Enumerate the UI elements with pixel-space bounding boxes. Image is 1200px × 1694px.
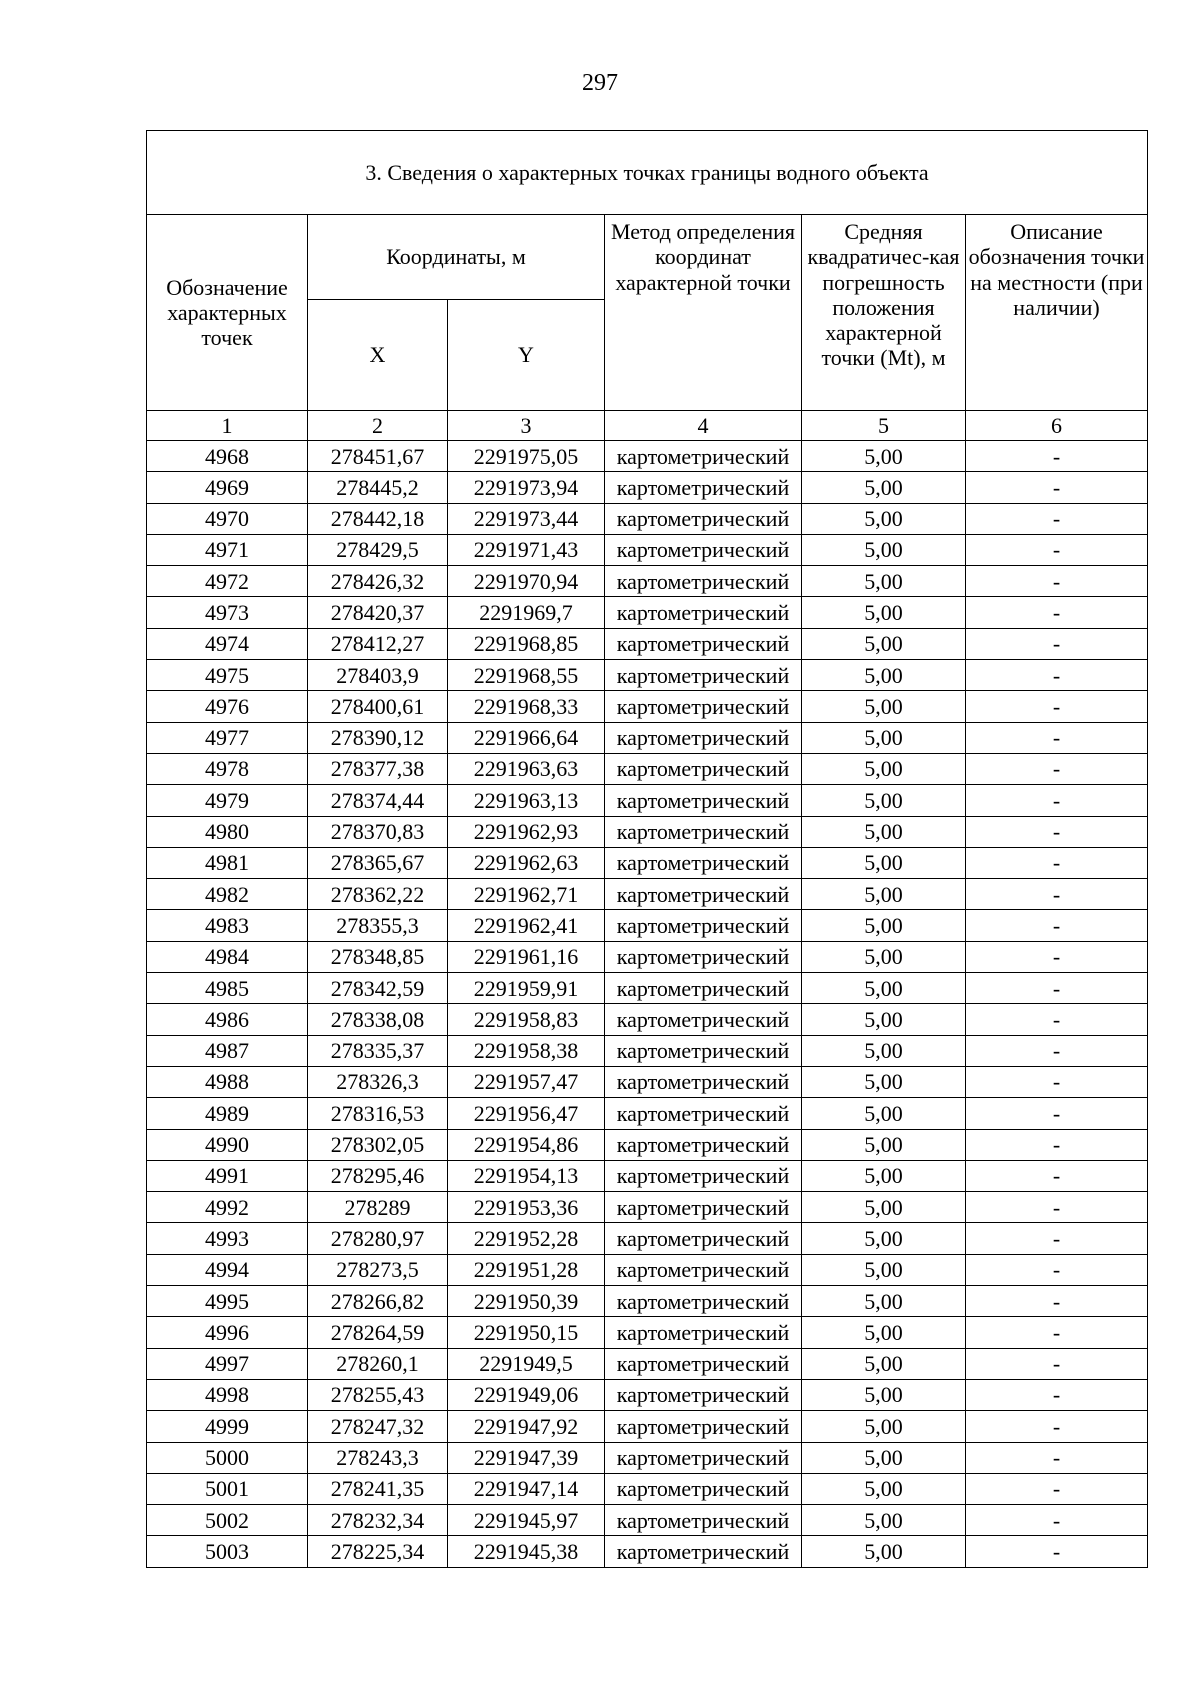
table-row — [147, 1223, 1148, 1254]
cell-point: 4982 — [147, 879, 308, 910]
table-row — [147, 1348, 1148, 1379]
cell-point: 4991 — [147, 1160, 308, 1191]
cell-error: 5,00 — [802, 1160, 966, 1191]
table-row — [147, 1192, 1148, 1223]
cell-y: 2291966,64 — [448, 722, 605, 753]
cell-x: 278420,37 — [308, 597, 448, 628]
cell-y: 2291954,13 — [448, 1160, 605, 1191]
cell-y: 2291963,13 — [448, 785, 605, 816]
cell-description: - — [966, 534, 1148, 565]
cell-point: 4977 — [147, 722, 308, 753]
cell-y: 2291958,38 — [448, 1035, 605, 1066]
cell-x: 278255,43 — [308, 1379, 448, 1410]
cell-method: картометрический — [605, 503, 802, 534]
cell-point: 4978 — [147, 753, 308, 784]
cell-description: - — [966, 910, 1148, 941]
cell-x: 278264,59 — [308, 1317, 448, 1348]
cell-x: 278365,67 — [308, 847, 448, 878]
cell-error: 5,00 — [802, 1286, 966, 1317]
cell-y: 2291949,5 — [448, 1348, 605, 1379]
cell-point: 4996 — [147, 1317, 308, 1348]
cell-y: 2291954,86 — [448, 1129, 605, 1160]
cell-error: 5,00 — [802, 879, 966, 910]
table-row — [147, 847, 1148, 878]
table-row — [147, 441, 1148, 472]
cell-error: 5,00 — [802, 566, 966, 597]
cell-error: 5,00 — [802, 973, 966, 1004]
cell-y: 2291968,55 — [448, 660, 605, 691]
cell-description: - — [966, 1348, 1148, 1379]
cell-method: картометрический — [605, 660, 802, 691]
cell-x: 278377,38 — [308, 753, 448, 784]
cell-error: 5,00 — [802, 628, 966, 659]
cell-description: - — [966, 1004, 1148, 1035]
cell-point: 4998 — [147, 1379, 308, 1410]
cell-error: 5,00 — [802, 534, 966, 565]
header-description: Описание обозначения точки на местности (при наличии) — [966, 215, 1148, 411]
cell-x: 278335,37 — [308, 1035, 448, 1066]
cell-x: 278390,12 — [308, 722, 448, 753]
table-row — [147, 1286, 1148, 1317]
cell-point: 4971 — [147, 534, 308, 565]
cell-error: 5,00 — [802, 1317, 966, 1348]
cell-description: - — [966, 1098, 1148, 1129]
cell-method: картометрический — [605, 1473, 802, 1504]
cell-error: 5,00 — [802, 847, 966, 878]
cell-y: 2291973,94 — [448, 472, 605, 503]
cell-description: - — [966, 1473, 1148, 1504]
cell-x: 278260,1 — [308, 1348, 448, 1379]
cell-description: - — [966, 722, 1148, 753]
cell-y: 2291953,36 — [448, 1192, 605, 1223]
cell-x: 278225,34 — [308, 1536, 448, 1567]
cell-x: 278342,59 — [308, 973, 448, 1004]
cell-x: 278442,18 — [308, 503, 448, 534]
cell-error: 5,00 — [802, 1035, 966, 1066]
cell-error: 5,00 — [802, 691, 966, 722]
cell-method: картометрический — [605, 1536, 802, 1567]
table-row — [147, 566, 1148, 597]
cell-description: - — [966, 441, 1148, 472]
cell-y: 2291962,63 — [448, 847, 605, 878]
cell-x: 278266,82 — [308, 1286, 448, 1317]
cell-point: 4999 — [147, 1411, 308, 1442]
table-row — [147, 1317, 1148, 1348]
cell-y: 2291962,93 — [448, 816, 605, 847]
cell-description: - — [966, 597, 1148, 628]
cell-error: 5,00 — [802, 441, 966, 472]
cell-point: 4975 — [147, 660, 308, 691]
table-row — [147, 1473, 1148, 1504]
cell-method: картометрический — [605, 816, 802, 847]
column-number: 3 — [448, 411, 605, 441]
cell-point: 4969 — [147, 472, 308, 503]
cell-error: 5,00 — [802, 1442, 966, 1473]
cell-method: картометрический — [605, 1004, 802, 1035]
cell-x: 278370,83 — [308, 816, 448, 847]
cell-description: - — [966, 1192, 1148, 1223]
cell-error: 5,00 — [802, 1129, 966, 1160]
cell-x: 278243,3 — [308, 1442, 448, 1473]
table-row — [147, 1066, 1148, 1097]
cell-error: 5,00 — [802, 1004, 966, 1035]
cell-description: - — [966, 1035, 1148, 1066]
cell-error: 5,00 — [802, 472, 966, 503]
table-row — [147, 597, 1148, 628]
cell-point: 4973 — [147, 597, 308, 628]
cell-error: 5,00 — [802, 941, 966, 972]
cell-y: 2291968,33 — [448, 691, 605, 722]
table-row — [147, 1505, 1148, 1536]
cell-method: картометрический — [605, 1286, 802, 1317]
cell-point: 4990 — [147, 1129, 308, 1160]
header-point-designation: Обозначение характерных точек — [147, 215, 308, 411]
cell-description: - — [966, 1160, 1148, 1191]
table-row — [147, 1129, 1148, 1160]
cell-x: 278295,46 — [308, 1160, 448, 1191]
cell-point: 4976 — [147, 691, 308, 722]
cell-y: 2291952,28 — [448, 1223, 605, 1254]
table-row — [147, 879, 1148, 910]
cell-point: 4980 — [147, 816, 308, 847]
cell-y: 2291970,94 — [448, 566, 605, 597]
cell-description: - — [966, 566, 1148, 597]
cell-error: 5,00 — [802, 660, 966, 691]
cell-description: - — [966, 1411, 1148, 1442]
cell-point: 4984 — [147, 941, 308, 972]
cell-point: 4992 — [147, 1192, 308, 1223]
cell-x: 278362,22 — [308, 879, 448, 910]
column-number: 6 — [966, 411, 1148, 441]
cell-y: 2291958,83 — [448, 1004, 605, 1035]
cell-method: картометрический — [605, 1223, 802, 1254]
cell-description: - — [966, 879, 1148, 910]
cell-point: 4981 — [147, 847, 308, 878]
cell-error: 5,00 — [802, 1379, 966, 1410]
cell-description: - — [966, 785, 1148, 816]
header-row-1 — [147, 215, 1148, 300]
cell-description: - — [966, 1286, 1148, 1317]
cell-method: картометрический — [605, 941, 802, 972]
cell-description: - — [966, 1066, 1148, 1097]
cell-method: картометрический — [605, 1098, 802, 1129]
cell-point: 5002 — [147, 1505, 308, 1536]
header-y: Y — [448, 300, 605, 411]
cell-error: 5,00 — [802, 910, 966, 941]
cell-error: 5,00 — [802, 1473, 966, 1504]
cell-method: картометрический — [605, 1442, 802, 1473]
cell-method: картометрический — [605, 847, 802, 878]
table-row — [147, 503, 1148, 534]
cell-x: 278403,9 — [308, 660, 448, 691]
cell-description: - — [966, 1379, 1148, 1410]
cell-method: картометрический — [605, 691, 802, 722]
cell-x: 278445,2 — [308, 472, 448, 503]
table-row — [147, 1379, 1148, 1410]
cell-x: 278316,53 — [308, 1098, 448, 1129]
cell-error: 5,00 — [802, 1066, 966, 1097]
cell-y: 2291945,38 — [448, 1536, 605, 1567]
cell-method: картометрический — [605, 597, 802, 628]
cell-x: 278400,61 — [308, 691, 448, 722]
cell-description: - — [966, 847, 1148, 878]
cell-description: - — [966, 816, 1148, 847]
cell-y: 2291947,92 — [448, 1411, 605, 1442]
cell-y: 2291951,28 — [448, 1254, 605, 1285]
cell-y: 2291959,91 — [448, 973, 605, 1004]
table-row — [147, 973, 1148, 1004]
cell-x: 278247,32 — [308, 1411, 448, 1442]
cell-point: 4986 — [147, 1004, 308, 1035]
cell-x: 278326,3 — [308, 1066, 448, 1097]
cell-point: 4993 — [147, 1223, 308, 1254]
cell-x: 278429,5 — [308, 534, 448, 565]
table-title-row — [147, 131, 1148, 215]
cell-point: 4995 — [147, 1286, 308, 1317]
page-number: 297 — [582, 70, 618, 96]
table-row — [147, 816, 1148, 847]
column-number-row — [147, 411, 1148, 441]
cell-x: 278451,67 — [308, 441, 448, 472]
cell-method: картометрический — [605, 1192, 802, 1223]
cell-description: - — [966, 973, 1148, 1004]
table-row — [147, 1411, 1148, 1442]
cell-description: - — [966, 941, 1148, 972]
cell-method: картометрический — [605, 973, 802, 1004]
table-row — [147, 753, 1148, 784]
cell-y: 2291968,85 — [448, 628, 605, 659]
cell-method: картометрический — [605, 753, 802, 784]
table-row — [147, 910, 1148, 941]
cell-error: 5,00 — [802, 722, 966, 753]
cell-method: картометрический — [605, 785, 802, 816]
cell-method: картометрический — [605, 441, 802, 472]
table-row — [147, 1098, 1148, 1129]
cell-y: 2291950,39 — [448, 1286, 605, 1317]
cell-error: 5,00 — [802, 597, 966, 628]
table-row — [147, 691, 1148, 722]
cell-point: 5001 — [147, 1473, 308, 1504]
header-error: Средняя квадратичес-кая погрешность положения характерной точки (Mt), м — [802, 215, 966, 411]
cell-x: 278241,35 — [308, 1473, 448, 1504]
cell-method: картометрический — [605, 566, 802, 597]
header-x: X — [308, 300, 448, 411]
cell-error: 5,00 — [802, 816, 966, 847]
cell-point: 4987 — [147, 1035, 308, 1066]
cell-point: 4972 — [147, 566, 308, 597]
cell-error: 5,00 — [802, 785, 966, 816]
cell-description: - — [966, 472, 1148, 503]
cell-x: 278338,08 — [308, 1004, 448, 1035]
cell-x: 278374,44 — [308, 785, 448, 816]
cell-point: 4989 — [147, 1098, 308, 1129]
table-row — [147, 785, 1148, 816]
cell-x: 278289 — [308, 1192, 448, 1223]
cell-description: - — [966, 1505, 1148, 1536]
cell-y: 2291947,14 — [448, 1473, 605, 1504]
cell-method: картометрический — [605, 879, 802, 910]
cell-error: 5,00 — [802, 503, 966, 534]
table-row — [147, 1004, 1148, 1035]
cell-method: картометрический — [605, 1411, 802, 1442]
cell-point: 4997 — [147, 1348, 308, 1379]
cell-method: картометрический — [605, 534, 802, 565]
cell-y: 2291947,39 — [448, 1442, 605, 1473]
cell-method: картометрический — [605, 1317, 802, 1348]
table-row — [147, 628, 1148, 659]
cell-method: картометрический — [605, 1035, 802, 1066]
column-number: 2 — [308, 411, 448, 441]
table-row — [147, 1442, 1148, 1473]
cell-description: - — [966, 1442, 1148, 1473]
cell-error: 5,00 — [802, 1098, 966, 1129]
cell-description: - — [966, 691, 1148, 722]
table-row — [147, 1536, 1148, 1567]
cell-point: 4970 — [147, 503, 308, 534]
cell-description: - — [966, 1317, 1148, 1348]
cell-y: 2291945,97 — [448, 1505, 605, 1536]
cell-method: картометрический — [605, 722, 802, 753]
cell-error: 5,00 — [802, 753, 966, 784]
cell-point: 5003 — [147, 1536, 308, 1567]
cell-point: 4988 — [147, 1066, 308, 1097]
table-row — [147, 534, 1148, 565]
cell-method: картометрический — [605, 1254, 802, 1285]
cell-method: картометрический — [605, 1348, 802, 1379]
cell-method: картометрический — [605, 472, 802, 503]
cell-method: картометрический — [605, 1066, 802, 1097]
cell-x: 278232,34 — [308, 1505, 448, 1536]
cell-y: 2291962,71 — [448, 879, 605, 910]
cell-method: картометрический — [605, 1505, 802, 1536]
cell-y: 2291973,44 — [448, 503, 605, 534]
cell-description: - — [966, 1223, 1148, 1254]
cell-y: 2291949,06 — [448, 1379, 605, 1410]
table-row — [147, 472, 1148, 503]
cell-point: 4979 — [147, 785, 308, 816]
table-row — [147, 722, 1148, 753]
cell-method: картометрический — [605, 628, 802, 659]
cell-method: картометрический — [605, 910, 802, 941]
cell-method: картометрический — [605, 1129, 802, 1160]
cell-method: картометрический — [605, 1379, 802, 1410]
boundary-points-table — [146, 130, 1148, 1568]
cell-x: 278280,97 — [308, 1223, 448, 1254]
cell-description: - — [966, 660, 1148, 691]
cell-error: 5,00 — [802, 1411, 966, 1442]
cell-y: 2291957,47 — [448, 1066, 605, 1097]
cell-point: 5000 — [147, 1442, 308, 1473]
table-title: 3. Сведения о характерных точках границы водного объекта — [147, 131, 1148, 215]
cell-y: 2291963,63 — [448, 753, 605, 784]
cell-error: 5,00 — [802, 1505, 966, 1536]
column-number: 5 — [802, 411, 966, 441]
cell-error: 5,00 — [802, 1348, 966, 1379]
cell-description: - — [966, 1536, 1148, 1567]
cell-y: 2291969,7 — [448, 597, 605, 628]
cell-point: 4983 — [147, 910, 308, 941]
cell-y: 2291950,15 — [448, 1317, 605, 1348]
cell-x: 278302,05 — [308, 1129, 448, 1160]
table-row — [147, 660, 1148, 691]
cell-point: 4968 — [147, 441, 308, 472]
cell-description: - — [966, 1254, 1148, 1285]
header-method: Метод определения координат характерной точки — [605, 215, 802, 411]
cell-y: 2291975,05 — [448, 441, 605, 472]
column-number: 1 — [147, 411, 308, 441]
column-number: 4 — [605, 411, 802, 441]
cell-x: 278355,3 — [308, 910, 448, 941]
cell-description: - — [966, 503, 1148, 534]
cell-description: - — [966, 628, 1148, 659]
cell-x: 278273,5 — [308, 1254, 448, 1285]
cell-point: 4985 — [147, 973, 308, 1004]
cell-y: 2291971,43 — [448, 534, 605, 565]
cell-error: 5,00 — [802, 1536, 966, 1567]
cell-point: 4994 — [147, 1254, 308, 1285]
cell-y: 2291956,47 — [448, 1098, 605, 1129]
cell-y: 2291961,16 — [448, 941, 605, 972]
cell-error: 5,00 — [802, 1223, 966, 1254]
cell-error: 5,00 — [802, 1192, 966, 1223]
header-coordinates: Координаты, м — [308, 215, 605, 300]
cell-error: 5,00 — [802, 1254, 966, 1285]
cell-x: 278426,32 — [308, 566, 448, 597]
cell-description: - — [966, 753, 1148, 784]
table-row — [147, 1160, 1148, 1191]
cell-x: 278412,27 — [308, 628, 448, 659]
cell-description: - — [966, 1129, 1148, 1160]
table-row — [147, 1254, 1148, 1285]
table-row — [147, 1035, 1148, 1066]
table-row — [147, 941, 1148, 972]
cell-x: 278348,85 — [308, 941, 448, 972]
cell-method: картометрический — [605, 1160, 802, 1191]
cell-point: 4974 — [147, 628, 308, 659]
cell-y: 2291962,41 — [448, 910, 605, 941]
